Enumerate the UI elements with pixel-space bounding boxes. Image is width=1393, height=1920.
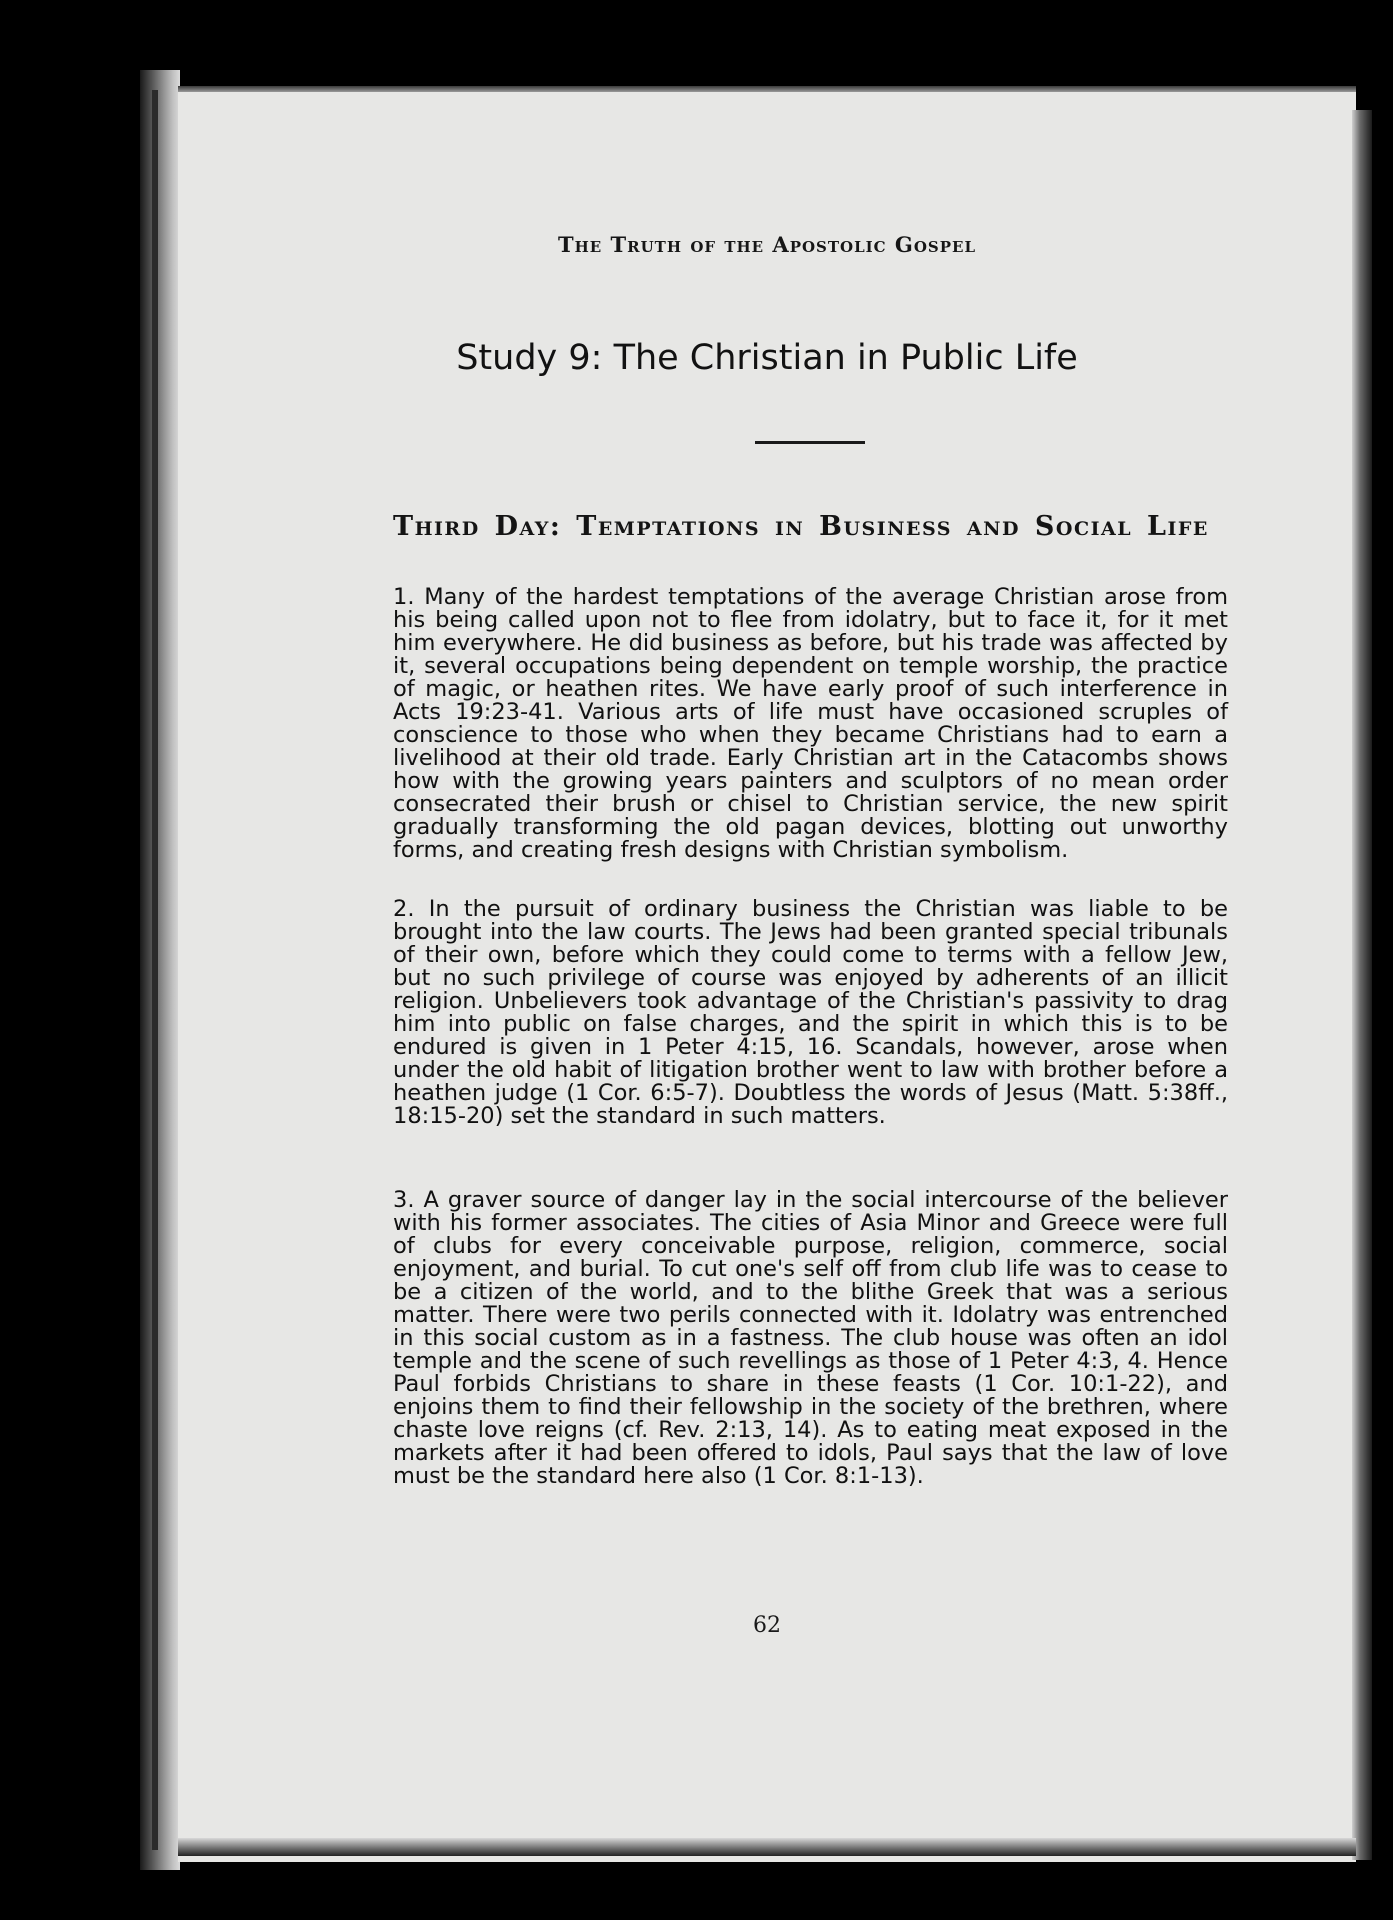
paragraph-2: 2. In the pursuit of ordinary business the Christian was liable to be brought into the law courts. The Jews had been granted special tribunals of their own, before which they could come to terms with a fellow Jew, but no such privilege of course was enjoyed by adherents of an illicit religion. Unbelievers took advantage of the Christian's passivity to drag him into public on false charges, and the spirit in which this is to be endured is given in 1 Peter 4:15, 16. Scandals, however, arose when under the old habit of litigation brother went to law with brother before a heathen judge (1 Cor. 6:5-7). Doubtless the words of Jesus (Matt. 5:38ff., 18:15-20) set the standard in such matters. xyxy=(393,896,1228,1129)
running-head: The Truth of the Apostolic Gospel xyxy=(557,232,977,257)
page-number: 62 xyxy=(753,1613,781,1638)
title-divider xyxy=(755,441,865,444)
left-binding-shadow xyxy=(152,90,158,1850)
page-title: Study 9: The Christian in Public Life xyxy=(456,338,1078,378)
section-heading: Third Day: Temptations in Business and Social Life xyxy=(393,511,1209,542)
paragraph-1: 1. Many of the hardest temptations of the average Christian arose from his being called upon not to flee from idolatry, but to face it, for it met him everywhere. He did business as before, but his trade was affected by it, several occupations being dependent on temple worship, the practice of magic, or heathen rites. We have early proof of such interference in Acts 19:23-41. Various arts of life must have occasioned scruples of conscience to those who when they became Christians had to earn a livelihood at their old trade. Early Christian art in the Catacombs shows how with the growing years painters and sculptors of no mean order consecrated their brush or chisel to Christian service, the new spirit gradually transforming the old pagan devices, blotting out unworthy forms, and creating fresh designs with Christian symbolism. xyxy=(393,584,1228,863)
page-bottom-edge xyxy=(178,1838,1356,1856)
paragraph-3: 3. A graver source of danger lay in the social intercourse of the believer with his former associates. The cities of Asia Minor and Greece were full of clubs for every conceivable purpose, religion, commerce, social enjoyment, and burial. To cut one's self off from club life was to cease to be a citizen of the world, and to the blithe Greek that was a serious matter. There were two perils connected with it. Idolatry was entrenched in this social custom as in a fastness. The club house was often an idol temple and the scene of such revellings as those of 1 Peter 4:3, 4. Hence Paul forbids Christians to share in these feasts (1 Cor. 10:1-22), and enjoins them to find their fellowship in the society of the brethren, where chaste love reigns (cf. Rev. 2:13, 14). As to eating meat exposed in the markets after it had been offered to idols, Paul says that the law of love must be the standard here also (1 Cor. 8:1-13). xyxy=(393,1187,1228,1489)
left-page-edge xyxy=(140,70,180,1870)
